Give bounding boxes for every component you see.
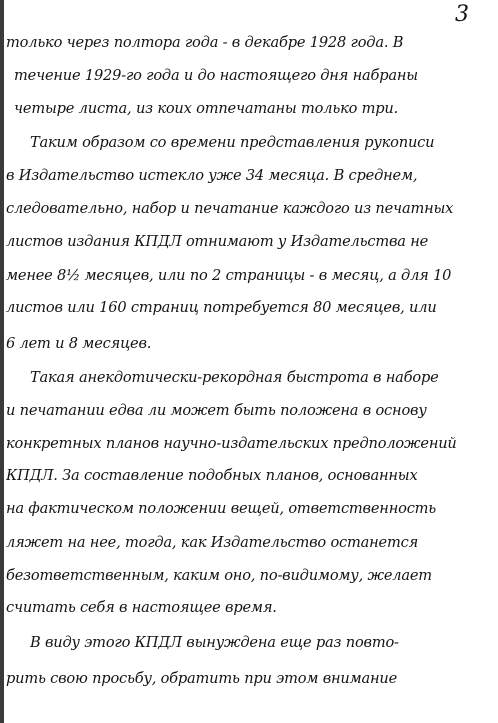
text-line-18: считать себя в настоящее время. (6, 599, 277, 616)
text-line-1: только через полтора года - в декабре 1928 года. В (6, 34, 404, 51)
text-line-9: листов или 160 страниц потребуется 80 месяцев, или (6, 299, 437, 316)
text-line-10: 6 лет и 8 месяцев. (6, 335, 152, 352)
text-line-7: листов издания КПДЛ отнимают у Издательства не (6, 233, 429, 250)
text-line-2: течение 1929-го года и до настоящего дня набраны (14, 67, 418, 84)
text-line-6: следовательно, набор и печатание каждого из печатных (6, 200, 454, 217)
text-line-15: на фактическом положении вещей, ответственность (6, 500, 437, 517)
scan-edge (0, 0, 4, 723)
text-line-8: менее 8½ месяцев, или по 2 страницы - в месяц, а для 10 (6, 267, 452, 284)
text-line-20: рить свою просьбу, обратить при этом внимание (6, 670, 398, 687)
page-number: 3 (455, 2, 469, 27)
text-line-11: Такая анекдотически-рекордная быстрота в наборе (30, 369, 439, 386)
text-line-13: конкретных планов научно-издательских предположений (6, 435, 457, 452)
text-line-14: КПДЛ. За составление подобных планов, основанных (6, 467, 418, 484)
text-line-5: в Издательство истекло уже 34 месяца. В среднем, (6, 167, 418, 184)
text-line-12: и печатании едва ли может быть положена в основу (6, 402, 427, 419)
text-line-3: четыре листа, из коих отпечатаны только три. (14, 100, 399, 117)
text-line-16: ляжет на нее, тогда, как Издательство останется (6, 534, 419, 551)
text-line-4: Таким образом со времени представления рукописи (30, 134, 435, 151)
text-line-19: В виду этого КПДЛ вынуждена еще раз повто- (30, 634, 399, 651)
text-line-17: безответственным, каким оно, по-видимому, желает (6, 567, 432, 584)
